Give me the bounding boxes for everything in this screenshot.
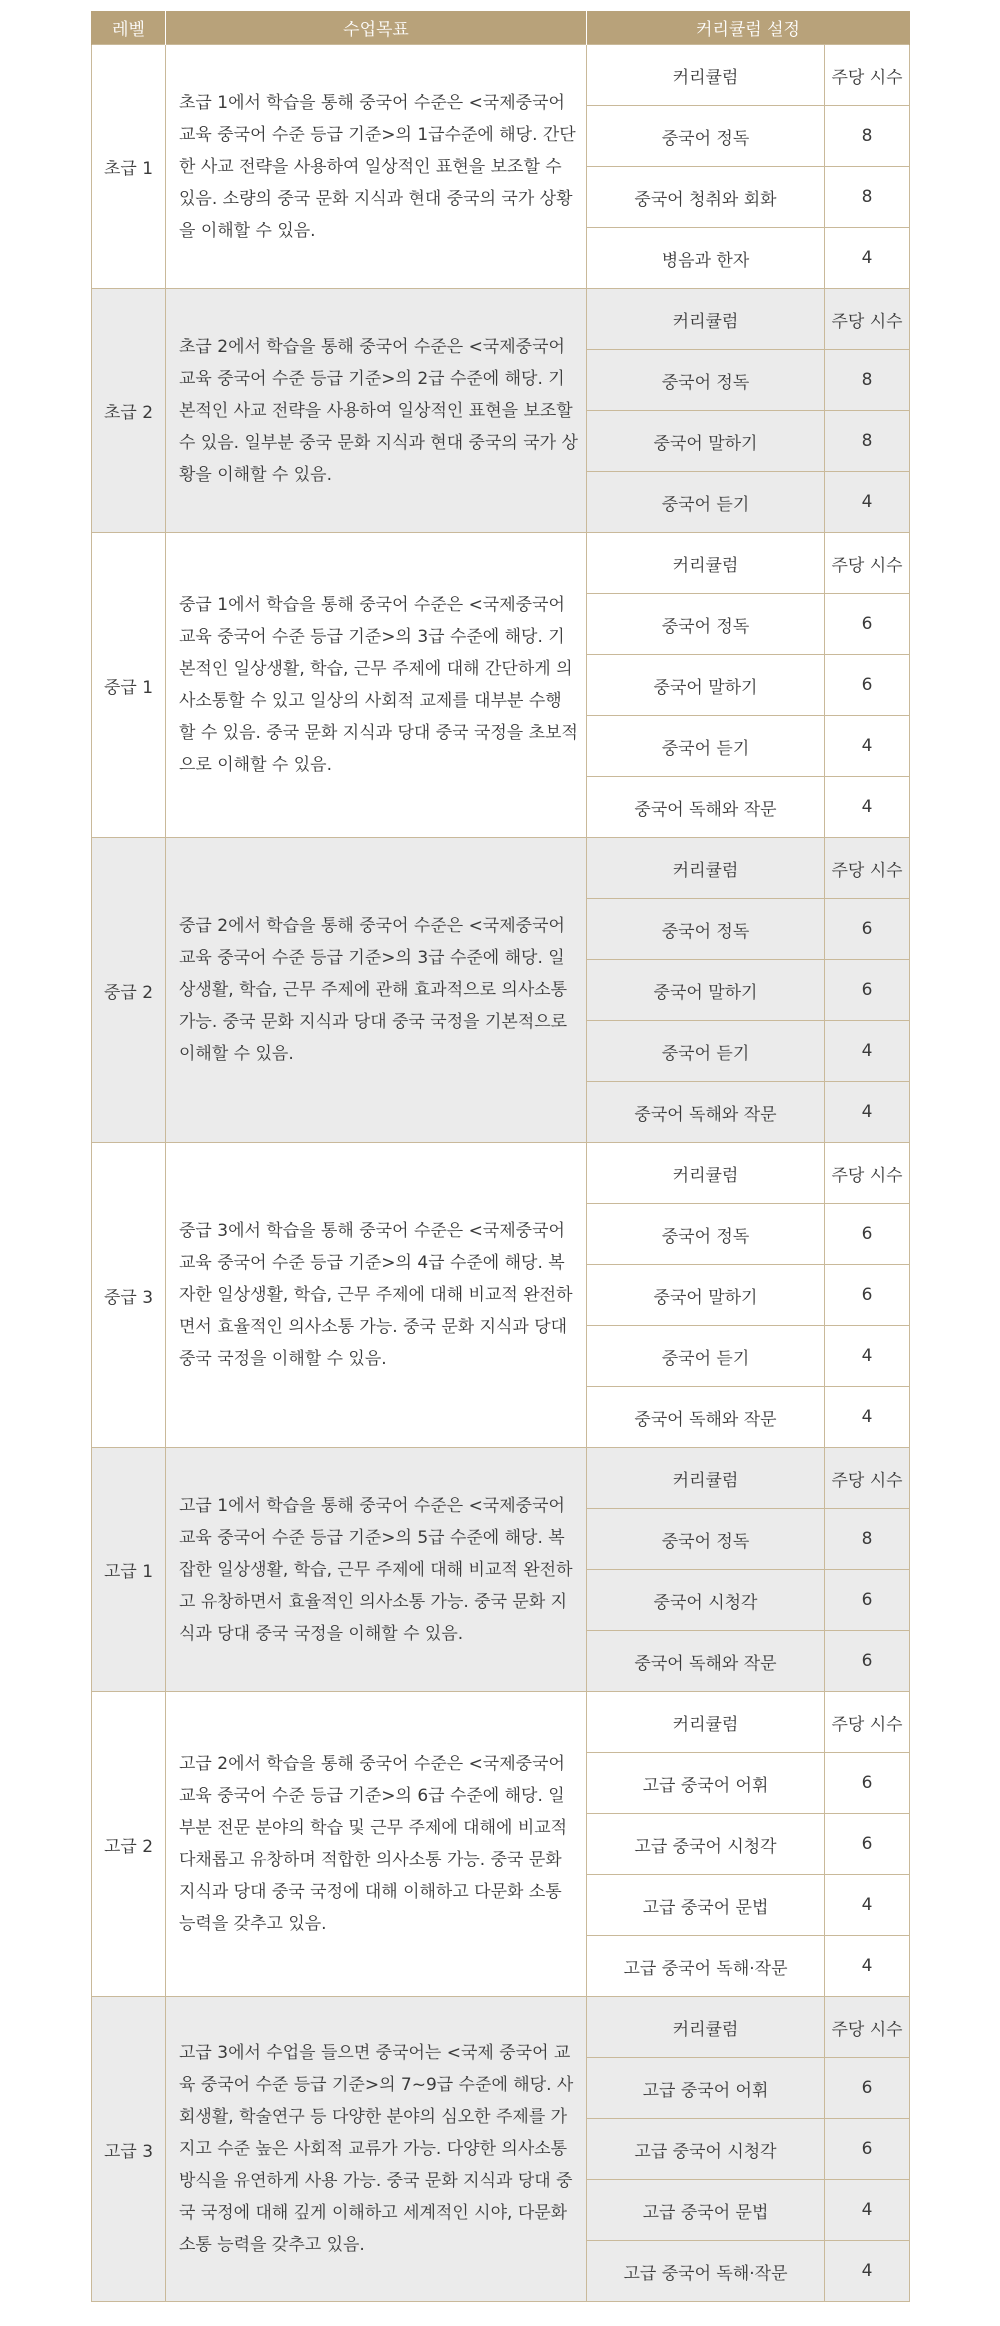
course-header-cell: 커리큘럼 — [587, 1143, 825, 1204]
course-header-cell: 커리큘럼 — [587, 1448, 825, 1509]
course-name-cell: 고급 중국어 문법 — [587, 2180, 825, 2241]
hours-header-cell: 주당 시수 — [825, 838, 910, 899]
course-name-cell: 중국어 말하기 — [587, 411, 825, 472]
course-name-cell: 중국어 듣기 — [587, 1021, 825, 1082]
course-hours-cell: 4 — [825, 716, 910, 777]
course-name-cell: 중국어 독해와 작문 — [587, 1631, 825, 1692]
level-cell: 초급 1 — [92, 45, 166, 289]
course-name-cell: 중국어 시청각 — [587, 1570, 825, 1631]
course-name-cell: 중국어 정독 — [587, 1204, 825, 1265]
course-header-cell: 커리큘럼 — [587, 1997, 825, 2058]
course-name-cell: 중국어 말하기 — [587, 960, 825, 1021]
course-header-cell: 커리큘럼 — [587, 289, 825, 350]
level-row — [92, 1997, 910, 2058]
course-name-cell: 중국어 청취와 회화 — [587, 167, 825, 228]
course-hours-cell: 4 — [825, 777, 910, 838]
course-hours-cell: 4 — [825, 1326, 910, 1387]
course-hours-cell: 6 — [825, 1570, 910, 1631]
course-hours-cell: 8 — [825, 411, 910, 472]
course-name-cell: 중국어 듣기 — [587, 716, 825, 777]
level-row — [92, 1692, 910, 1753]
course-name-cell: 중국어 독해와 작문 — [587, 1387, 825, 1448]
hours-header-cell: 주당 시수 — [825, 1692, 910, 1753]
course-name-cell: 중국어 정독 — [587, 594, 825, 655]
course-hours-cell: 8 — [825, 167, 910, 228]
course-name-cell: 중국어 정독 — [587, 1509, 825, 1570]
course-hours-cell: 6 — [825, 1814, 910, 1875]
goal-cell: 초급 2에서 학습을 통해 중국어 수준은 <국제중국어교육 중국어 수준 등급 기준>의 2급 수준에 해당. 기본적인 사교 전략을 사용하여 일상적인 표현을 보조할 수 있음. 일부분 중국 문화 지식과 현대 중국의 국가 상황을 이해할 수 있음. — [166, 289, 587, 533]
course-hours-cell: 6 — [825, 899, 910, 960]
course-hours-cell: 4 — [825, 1875, 910, 1936]
level-row — [92, 1143, 910, 1204]
course-name-cell: 고급 중국어 문법 — [587, 1875, 825, 1936]
goal-cell: 초급 1에서 학습을 통해 중국어 수준은 <국제중국어교육 중국어 수준 등급 기준>의 1급수준에 해당. 간단한 사교 전략을 사용하여 일상적인 표현을 보조할 수 있음. 소량의 중국 문화 지식과 현대 중국의 국가 상황을 이해할 수 있음. — [166, 45, 587, 289]
course-header-cell: 커리큘럼 — [587, 533, 825, 594]
course-hours-cell: 6 — [825, 594, 910, 655]
curriculum-table — [91, 11, 910, 2302]
goal-cell: 고급 3에서 수업을 들으면 중국어는 <국제 중국어 교육 중국어 수준 등급 기준>의 7~9급 수준에 해당. 사회생활, 학술연구 등 다양한 분야의 심오한 주제를 가지고 수준 높은 사회적 교류가 가능. 다양한 의사소통 방식을 유연하게 사용 가능. 중국 문화 지식과 당대 중국 국정에 대해 깊게 이해하고 세계적인 시야, 다문화 소통 능력을 갖추고 있음. — [166, 1997, 587, 2302]
course-name-cell: 중국어 정독 — [587, 350, 825, 411]
course-name-cell: 중국어 정독 — [587, 106, 825, 167]
header-goal: 수업목표 — [166, 11, 587, 45]
hours-header-cell: 주당 시수 — [825, 289, 910, 350]
course-hours-cell: 4 — [825, 1387, 910, 1448]
course-hours-cell: 8 — [825, 1509, 910, 1570]
course-name-cell: 고급 중국어 독해·작문 — [587, 1936, 825, 1997]
course-hours-cell: 6 — [825, 1631, 910, 1692]
goal-cell: 중급 3에서 학습을 통해 중국어 수준은 <국제중국어교육 중국어 수준 등급 기준>의 4급 수준에 해당. 복자한 일상생활, 학습, 근무 주제에 대해 비교적 완전하면서 효율적인 의사소통 가능. 중국 문화 지식과 당대 중국 국정을 이해할 수 있음. — [166, 1143, 587, 1448]
course-hours-cell: 4 — [825, 228, 910, 289]
course-name-cell: 고급 중국어 어휘 — [587, 2058, 825, 2119]
course-hours-cell: 8 — [825, 106, 910, 167]
course-name-cell: 중국어 정독 — [587, 899, 825, 960]
table-header-row — [92, 11, 910, 45]
header-curriculum: 커리큘럼 설정 — [587, 11, 910, 45]
course-hours-cell: 4 — [825, 1936, 910, 1997]
course-name-cell: 중국어 말하기 — [587, 1265, 825, 1326]
course-name-cell: 중국어 듣기 — [587, 1326, 825, 1387]
goal-cell: 중급 1에서 학습을 통해 중국어 수준은 <국제중국어교육 중국어 수준 등급 기준>의 3급 수준에 해당. 기본적인 일상생활, 학습, 근무 주제에 대해 간단하게 의사소통할 수 있고 일상의 사회적 교제를 대부분 수행할 수 있음. 중국 문화 지식과 당대 중국 국정을 초보적으로 이해할 수 있음. — [166, 533, 587, 838]
course-name-cell: 중국어 듣기 — [587, 472, 825, 533]
course-hours-cell: 4 — [825, 1021, 910, 1082]
hours-header-cell: 주당 시수 — [825, 533, 910, 594]
level-cell: 고급 3 — [92, 1997, 166, 2302]
course-name-cell: 중국어 독해와 작문 — [587, 777, 825, 838]
course-header-cell: 커리큘럼 — [587, 1692, 825, 1753]
level-cell: 중급 2 — [92, 838, 166, 1143]
course-name-cell: 고급 중국어 시청각 — [587, 2119, 825, 2180]
course-hours-cell: 4 — [825, 2241, 910, 2302]
goal-cell: 고급 2에서 학습을 통해 중국어 수준은 <국제중국어교육 중국어 수준 등급 기준>의 6급 수준에 해당. 일부분 전문 분야의 학습 및 근무 주제에 대해에 비교적 다채롭고 유창하며 적합한 의사소통 가능. 중국 문화 지식과 당대 중국 국정에 대해 이해하고 다문화 소통 능력을 갖추고 있음. — [166, 1692, 587, 1997]
course-hours-cell: 6 — [825, 1204, 910, 1265]
level-cell: 고급 2 — [92, 1692, 166, 1997]
course-hours-cell: 6 — [825, 655, 910, 716]
level-row — [92, 45, 910, 106]
table-body — [92, 45, 910, 2302]
course-hours-cell: 6 — [825, 2058, 910, 2119]
level-row — [92, 1448, 910, 1509]
hours-header-cell: 주당 시수 — [825, 1997, 910, 2058]
level-cell: 초급 2 — [92, 289, 166, 533]
course-hours-cell: 6 — [825, 960, 910, 1021]
course-name-cell: 고급 중국어 어휘 — [587, 1753, 825, 1814]
level-cell: 중급 3 — [92, 1143, 166, 1448]
goal-cell: 중급 2에서 학습을 통해 중국어 수준은 <국제중국어교육 중국어 수준 등급 기준>의 3급 수준에 해당. 일상생활, 학습, 근무 주제에 관해 효과적으로 의사소통 가능. 중국 문화 지식과 당대 중국 국정을 기본적으로 이해할 수 있음. — [166, 838, 587, 1143]
course-name-cell: 중국어 독해와 작문 — [587, 1082, 825, 1143]
course-hours-cell: 6 — [825, 2119, 910, 2180]
level-row — [92, 533, 910, 594]
goal-cell: 고급 1에서 학습을 통해 중국어 수준은 <국제중국어교육 중국어 수준 등급 기준>의 5급 수준에 해당. 복잡한 일상생활, 학습, 근무 주제에 대해 비교적 완전하고 유창하면서 효율적인 의사소통 가능. 중국 문화 지식과 당대 중국 국정을 이해할 수 있음. — [166, 1448, 587, 1692]
level-row — [92, 289, 910, 350]
course-hours-cell: 4 — [825, 1082, 910, 1143]
course-hours-cell: 4 — [825, 472, 910, 533]
course-header-cell: 커리큘럼 — [587, 45, 825, 106]
level-cell: 고급 1 — [92, 1448, 166, 1692]
level-cell: 중급 1 — [92, 533, 166, 838]
course-name-cell: 고급 중국어 독해·작문 — [587, 2241, 825, 2302]
course-header-cell: 커리큘럼 — [587, 838, 825, 899]
course-name-cell: 고급 중국어 시청각 — [587, 1814, 825, 1875]
header-level: 레벨 — [92, 11, 166, 45]
course-hours-cell: 4 — [825, 2180, 910, 2241]
course-hours-cell: 6 — [825, 1753, 910, 1814]
hours-header-cell: 주당 시수 — [825, 45, 910, 106]
hours-header-cell: 주당 시수 — [825, 1448, 910, 1509]
course-name-cell: 병음과 한자 — [587, 228, 825, 289]
course-hours-cell: 6 — [825, 1265, 910, 1326]
course-hours-cell: 8 — [825, 350, 910, 411]
course-name-cell: 중국어 말하기 — [587, 655, 825, 716]
level-row — [92, 838, 910, 899]
hours-header-cell: 주당 시수 — [825, 1143, 910, 1204]
